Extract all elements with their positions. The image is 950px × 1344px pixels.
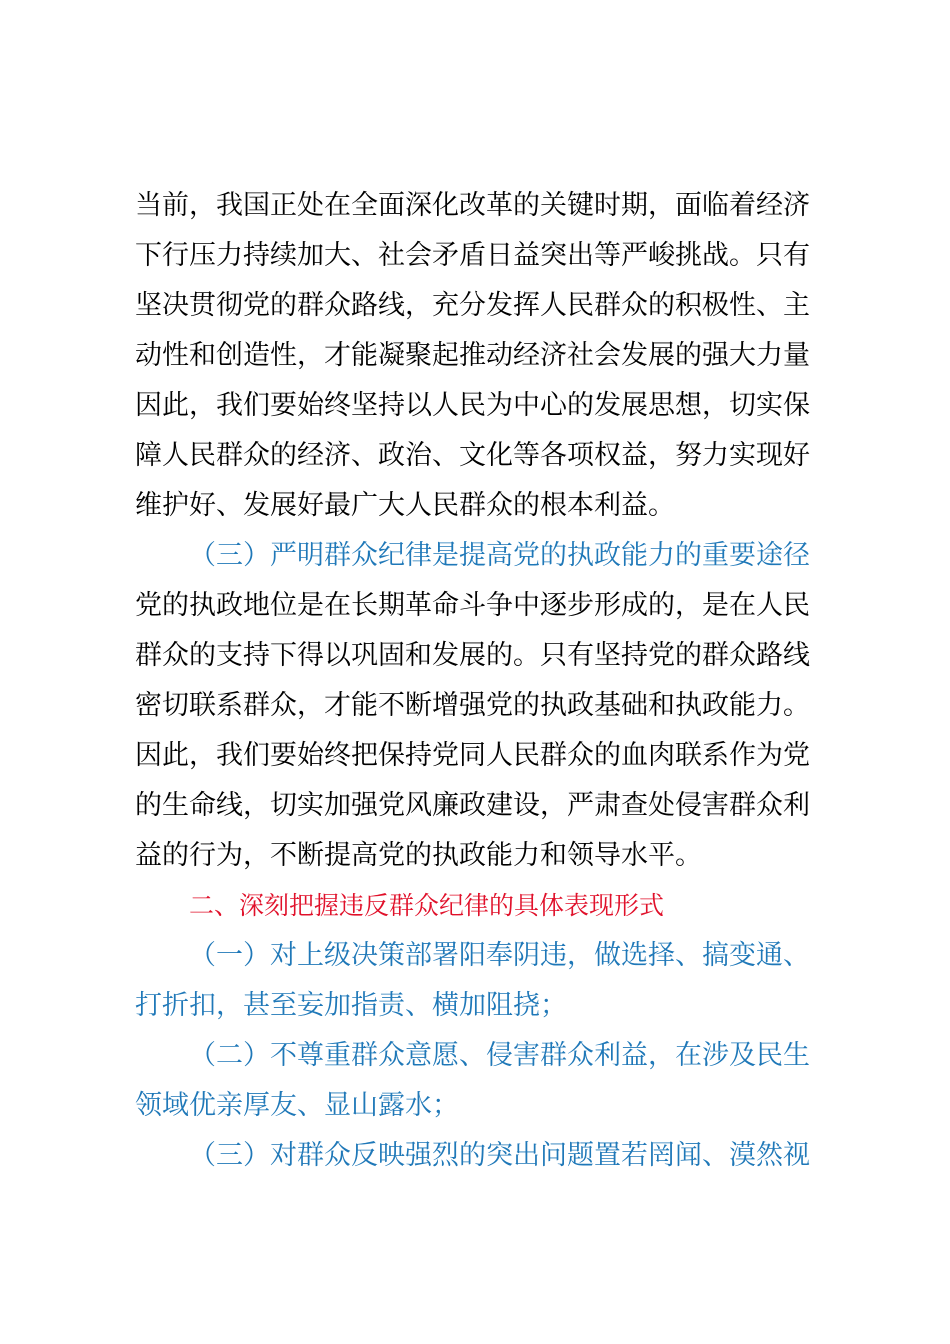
subheading-line: （二）不尊重群众意愿、侵害群众利益，在涉及民生 <box>189 1040 810 1071</box>
paragraph-line: 群众的支持下得以巩固和发展的。只有坚持党的群众路线 <box>135 640 810 671</box>
paragraph-line: 因此，我们要始终把保持党同人民群众的血肉联系作为党 <box>135 740 810 771</box>
subheading-line: （一）对上级决策部署阳奉阴违，做选择、搞变通、 <box>189 940 810 971</box>
subheading-line: （三）对群众反映强烈的突出问题置若罔闻、漠然视 <box>189 1140 810 1171</box>
paragraph-line: 益的行为，不断提高党的执政能力和领导水平。 <box>135 840 702 871</box>
document-content <box>135 181 835 1181</box>
paragraph-line: 下行压力持续加大、社会矛盾日益突出等严峻挑战。只有 <box>135 240 810 271</box>
section-heading: 二、深刻把握违反群众纪律的具体表现形式 <box>189 891 665 920</box>
paragraph-line: 的生命线，切实加强党风廉政建设，严肃查处侵害群众利 <box>135 790 810 821</box>
paragraph-line: 党的执政地位是在长期革命斗争中逐步形成的，是在人民 <box>135 590 810 621</box>
subheading-line: 领域优亲厚友、显山露水； <box>135 1090 459 1121</box>
paragraph-line: 密切联系群众，才能不断增强党的执政基础和执政能力。 <box>135 690 810 721</box>
paragraph-line: 维护好、发展好最广大人民群众的根本利益。 <box>135 490 675 521</box>
paragraph-line: 障人民群众的经济、政治、文化等各项权益，努力实现好 <box>135 440 810 471</box>
paragraph-line: 当前，我国正处在全面深化改革的关键时期，面临着经济 <box>135 190 810 221</box>
paragraph-line: 因此，我们要始终坚持以人民为中心的发展思想，切实保 <box>135 390 810 421</box>
paragraph-line: 动性和创造性，才能凝聚起推动经济社会发展的强大力量 <box>135 340 810 371</box>
subheading-line: （三）严明群众纪律是提高党的执政能力的重要途径 <box>189 540 810 571</box>
paragraph-line: 坚决贯彻党的群众路线，充分发挥人民群众的积极性、主 <box>135 290 810 321</box>
subheading-line: 打折扣，甚至妄加指责、横加阻挠； <box>135 990 567 1021</box>
